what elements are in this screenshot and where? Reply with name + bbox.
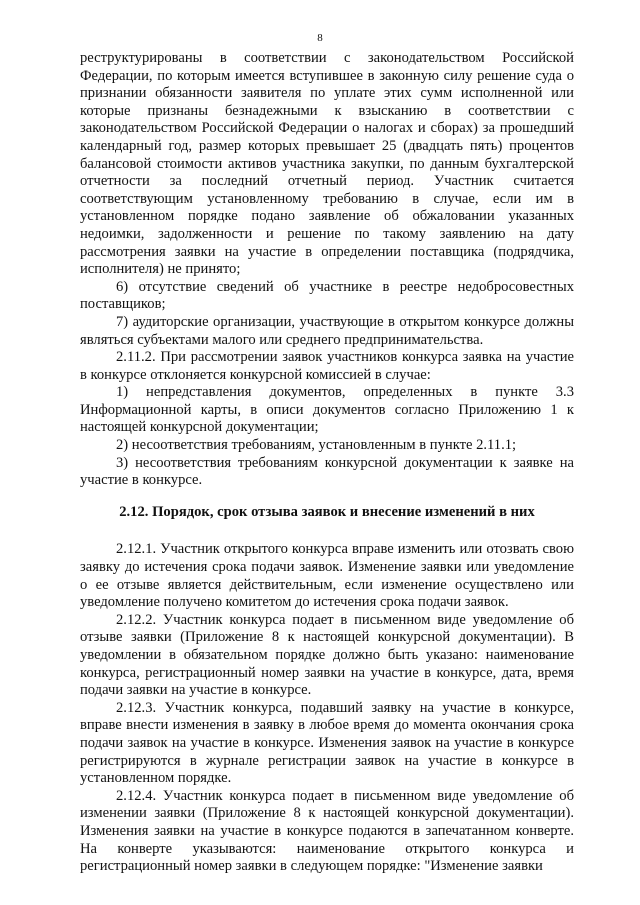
paragraph-2-12-4: 2.12.4. Участник конкурса подает в письменном виде уведомление об изменении заявки (Приложение 8 к настоящей конкурсной документации). Изменения заявки на участие в конкурсе подаются в запечатанном конверте. На конверте указываются: наименование открытого конкурса и регистрационный номер заявки в следующем порядке: "Изменение заявки — [80, 787, 574, 875]
paragraph-reason-1: 1) непредставления документов, определенных в пункте 3.3 Информационной карты, в описи документов согласно Приложению 1 к настоящей конкурсной документации; — [80, 384, 574, 436]
paragraph-continuation: реструктурированы в соответствии с законодательством Российской Федерации, по которым имеется вступившее в законную силу решение суда о признании обязанности заявителя по уплате этих сумм исполненной или которые признаны безнадежными к взысканию в соответствии с законодательством Российской Федерации о налогах и сборах) за прошедший календарный год, размер которых превышает 25 (двадцать пять) процентов балансовой стоимости активов участника закупки, по данным бухгалтерской отчетности за последний отчетный период. Участник считается соответствующим установленному требованию в случае, если им в установленном порядке подано заявление об обжаловании указанных недоимки, задолженности и решение по такому заявлению на дату рассмотрения заявки на участие в определении поставщика (подрядчика, исполнителя) не принято; — [80, 50, 574, 278]
paragraph-item-7: 7) аудиторские организации, участвующие в открытом конкурсе должны являться субъектами малого или среднего предпринимательства. — [80, 313, 574, 348]
paragraph-reason-3: 3) несоответствия требованиям конкурсной документации к заявке на участие в конкурсе. — [80, 454, 574, 489]
paragraph-2-12-1: 2.12.1. Участник открытого конкурса вправе изменить или отозвать свою заявку до истечения срока подачи заявок. Изменение заявки или уведомление о ее отзыве является действительным, если изменение осуществлено или уведомление получено комитетом до истечения срока подачи заявок. — [80, 541, 574, 611]
paragraph-reason-2: 2) несоответствия требованиям, установленным в пункте 2.11.1; — [116, 437, 517, 454]
paragraph-2-12-3: 2.12.3. Участник конкурса, подавший заявку на участие в конкурсе, вправе внести изменения в заявку в любое время до момента окончания срока подачи заявок на участие в конкурсе. Изменения заявок на участие в конкурсе регистрируются в журнале регистрации заявок на участие в конкурсе в установленном порядке. — [80, 699, 574, 787]
document-body — [80, 50, 574, 876]
paragraph-2-12-2: 2.12.2. Участник конкурса подает в письменном виде уведомление об отзыве заявки (Приложение 8 к настоящей конкурсной документации). В уведомлении в обязательном порядке должно быть указано: наименование конкурса, регистрационный номер заявки на участие в конкурсе, дата, время подачи заявки на участие в конкурсе. — [80, 611, 574, 699]
paragraph-2-11-2: 2.11.2. При рассмотрении заявок участников конкурса заявка на участие в конкурсе отклоняется конкурсной комиссией в случае: — [80, 349, 574, 383]
paragraph-item-6: 6) отсутствие сведений об участнике в реестре недобросовестных поставщиков; — [80, 278, 574, 313]
section-heading-2-12: 2.12. Порядок, срок отзыва заявок и внесение изменений в них — [119, 503, 535, 520]
page-number: 8 — [317, 32, 323, 44]
